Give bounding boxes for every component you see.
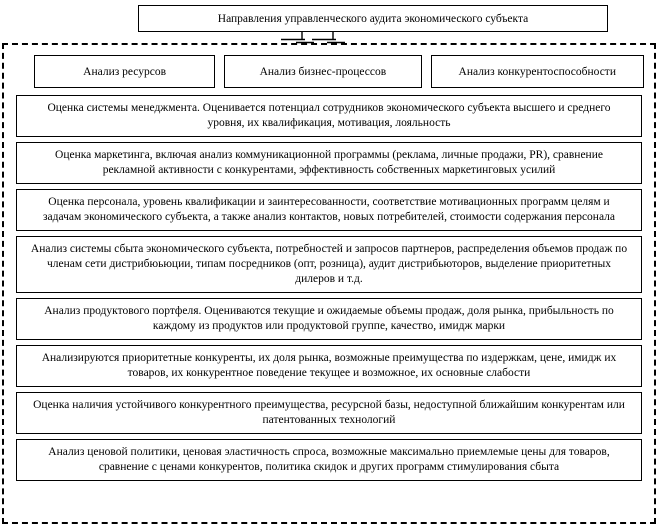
audit-areas-panel — [2, 43, 656, 524]
box-personnel-evaluation: Оценка персонала, уровень квалификации и заинтересованности, соответствие мотивационных программ целям и задачам экономического субъекта, а также анализ контактов, новых потребителей, стоимости содержания персонала — [16, 189, 642, 231]
diagram-title-box: Направления управленческого аудита экономического субъекта — [138, 5, 608, 32]
down-connector-icon — [0, 0, 658, 46]
box-competitive-advantage-evaluation: Оценка наличия устойчивого конкурентного преимущества, ресурсной базы, недоступной ближайшим конкурентам или патентованных технологий — [16, 392, 642, 434]
box-marketing-evaluation: Оценка маркетинга, включая анализ коммуникационной программы (реклама, личные продажи, PR), сравнение рекламной активности с конкурентами, эффективность собственных маркетинговых усилий — [16, 142, 642, 184]
box-product-portfolio-analysis: Анализ продуктового портфеля. Оцениваются текущие и ожидаемые объемы продаж, доля рынка, прибыльность по каждому из продуктов или продуктовой группе, качество, имидж марки — [16, 298, 642, 340]
box-competitors-analysis: Анализируются приоритетные конкуренты, их доля рынка, возможные преимущества по издержкам, цене, имидж их товаров, их конкурентное поведение текущее и возможное, их основные слабости — [16, 345, 642, 387]
box-business-process-analysis: Анализ бизнес-процессов — [224, 55, 421, 88]
box-competitiveness-analysis: Анализ конкурентоспособности — [431, 55, 644, 88]
box-resource-analysis: Анализ ресурсов — [34, 55, 215, 88]
category-row — [34, 55, 644, 88]
box-management-system-evaluation: Оценка системы менеджмента. Оценивается потенциал сотрудников экономического субъекта высшего и среднего уровня, их квалификация, мотивация, лояльность — [16, 95, 642, 137]
box-pricing-policy-analysis: Анализ ценовой политики, ценовая эластичность спроса, возможные максимально приемлемые цены для товаров, сравнение с ценами конкурентов, политика скидок и других программ стимулирования сбыта — [16, 439, 642, 481]
box-sales-system-analysis: Анализ системы сбыта экономического субъекта, потребностей и запросов партнеров, распределения объемов продаж по членам сети дистрибюьюции, типам посредников (опт, розница), аудит дистрибьюторов, выделение приоритетных дилеров и т.д. — [16, 236, 642, 293]
